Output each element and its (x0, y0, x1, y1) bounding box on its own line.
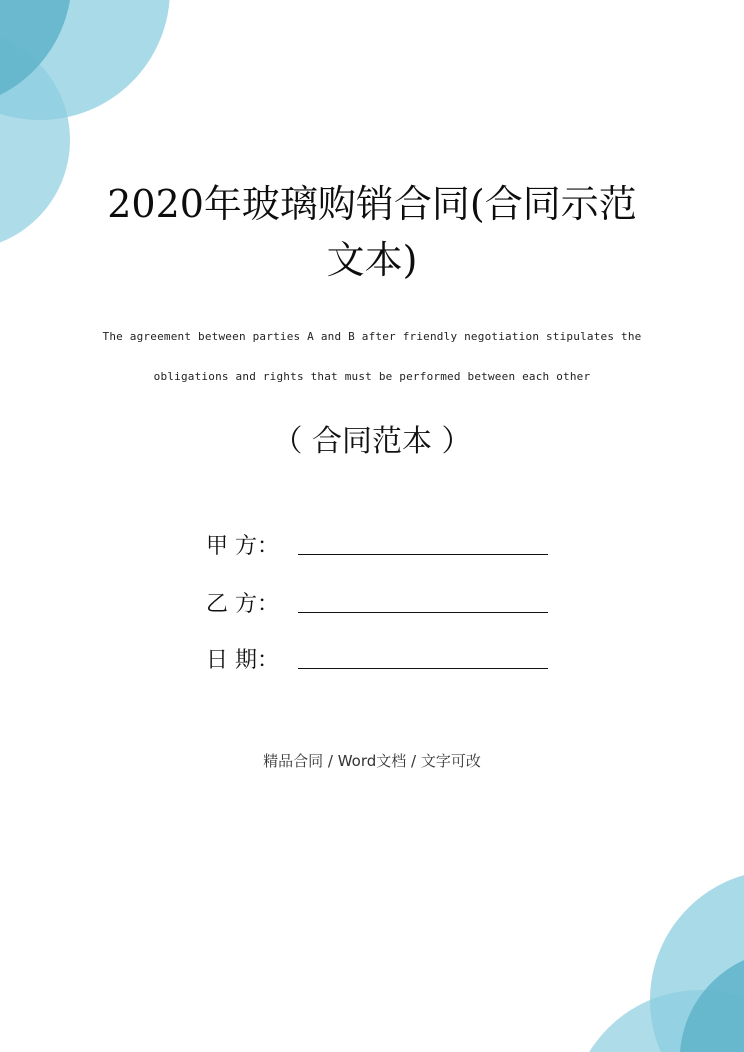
document-title-line-1: 2020年玻璃购销合同(合同示范 (107, 182, 637, 226)
party-b-label: 乙 方： (206, 592, 279, 617)
date-label: 日 期： (206, 648, 279, 673)
party-a-field (206, 532, 298, 562)
bottom-right-decoration (570, 870, 744, 1052)
date-blank-line (298, 668, 548, 669)
english-subtitle-line-1: The agreement between parties A and B after friendly negotiation stipulates the (102, 330, 642, 343)
party-a-label: 甲 方： (206, 534, 279, 559)
date-field (206, 646, 298, 676)
party-b-field (206, 590, 298, 620)
english-subtitle-line-2: obligations and rights that must be performed between each other (153, 370, 591, 383)
document-title-line-2: 文本) (326, 238, 418, 282)
party-b-blank-line (298, 612, 548, 613)
contract-template-heading: （ 合同范本 ） (272, 424, 472, 459)
footer-note: 精品合同 / Word文档 / 文字可改 (263, 752, 481, 770)
party-a-blank-line (298, 554, 548, 555)
